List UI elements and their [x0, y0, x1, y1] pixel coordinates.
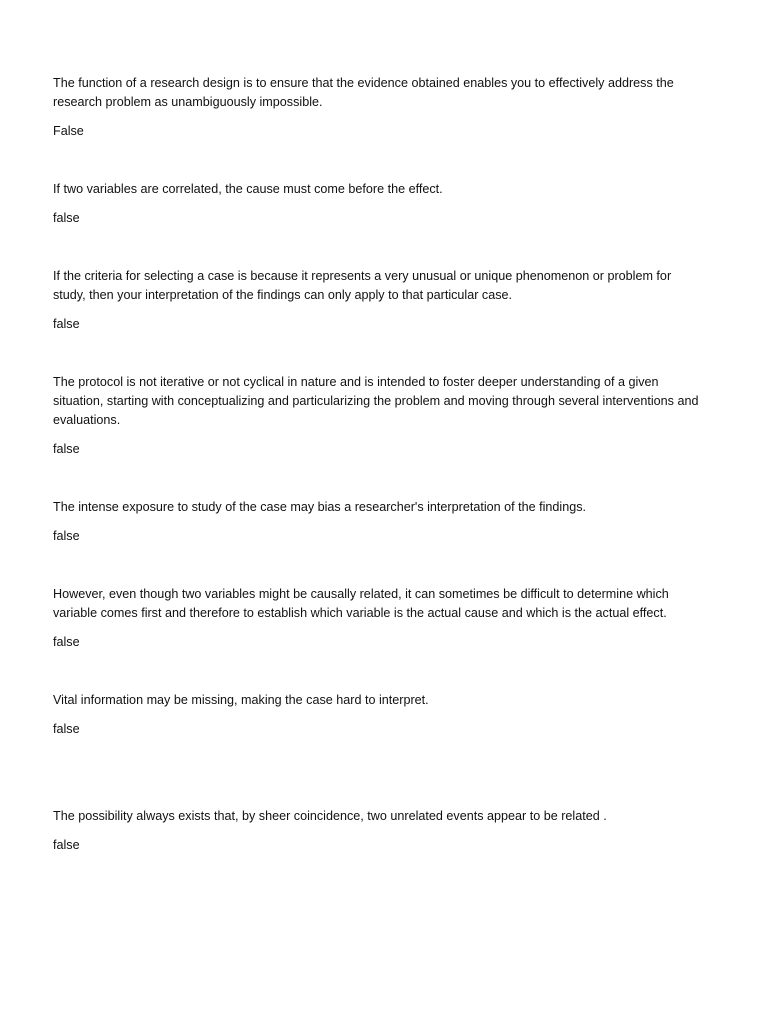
question-text: However, even though two variables might be causally related, it can sometimes be difficult to determine which variable comes first and therefore to establish which variable is the actual cause and which is the actual effect.	[53, 587, 669, 620]
question-block	[53, 180, 703, 228]
answer-text: false	[53, 529, 80, 543]
answer-text: false	[53, 722, 80, 736]
answer-text: False	[53, 124, 84, 138]
question-text: The function of a research design is to ensure that the evidence obtained enables you to effectively address the research problem as unambiguously impossible.	[53, 76, 674, 109]
answer-text: false	[53, 317, 80, 331]
answer-text: false	[53, 838, 80, 852]
question-text: The possibility always exists that, by sheer coincidence, two unrelated events appear to be related .	[53, 809, 607, 823]
question-block	[53, 585, 703, 652]
question-text: If the criteria for selecting a case is because it represents a very unusual or unique phenomenon or problem for study, then your interpretation of the findings can only apply to that particular case.	[53, 269, 672, 302]
answer-text: false	[53, 442, 80, 456]
question-block	[53, 807, 703, 855]
answer-text: false	[53, 635, 80, 649]
answer-text: false	[53, 211, 80, 225]
question-block	[53, 498, 703, 546]
question-block	[53, 691, 703, 739]
question-block	[53, 74, 703, 141]
question-block	[53, 373, 703, 459]
question-text: The intense exposure to study of the case may bias a researcher's interpretation of the findings.	[53, 500, 587, 514]
question-text: If two variables are correlated, the cause must come before the effect.	[53, 182, 443, 196]
question-block	[53, 267, 703, 334]
question-text: The protocol is not iterative or not cyclical in nature and is intended to foster deeper understanding of a given situation, starting with conceptualizing and particularizing the problem and moving through several interventions and evaluations.	[53, 375, 699, 427]
question-text: Vital information may be missing, making the case hard to interpret.	[53, 693, 429, 707]
